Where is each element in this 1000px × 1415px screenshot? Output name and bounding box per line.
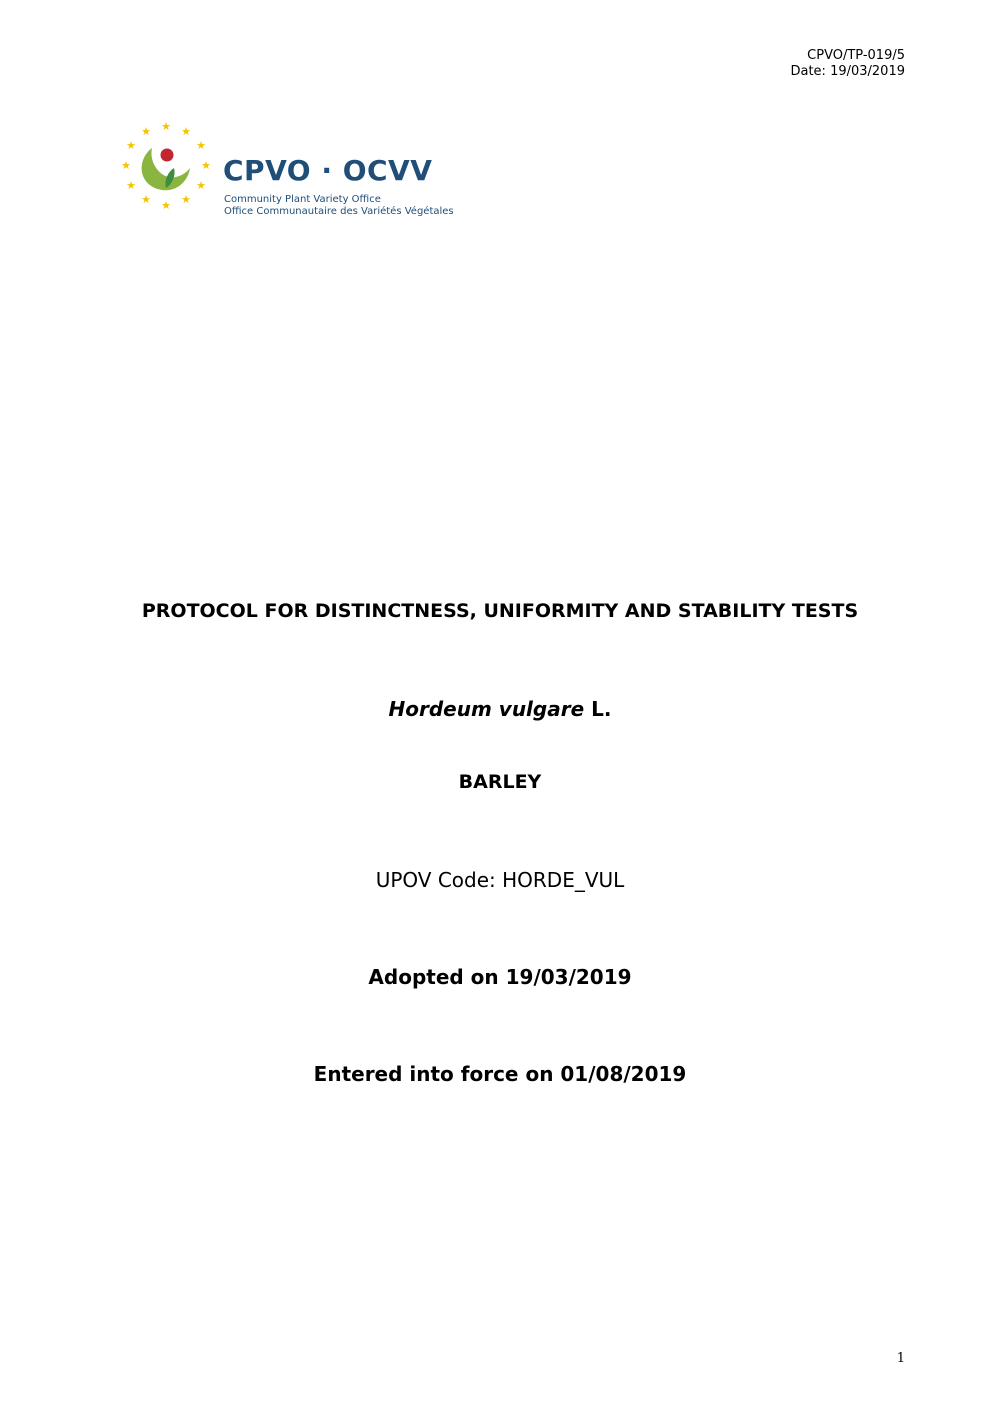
svg-text:★: ★ (126, 179, 136, 192)
cpvo-logo (118, 118, 458, 218)
svg-text:★: ★ (141, 125, 151, 138)
svg-text:★: ★ (196, 139, 206, 152)
species-latin-name: Hordeum vulgare (388, 697, 585, 721)
svg-text:★: ★ (161, 120, 171, 133)
adopted-date: Adopted on 19/03/2019 (368, 965, 632, 989)
svg-text:★: ★ (141, 193, 151, 206)
page-number: 1 (896, 1351, 905, 1366)
entry-into-force-date: Entered into force on 01/08/2019 (313, 1062, 687, 1086)
logo-subtitle-en: Community Plant Variety Office (224, 194, 381, 205)
svg-text:★: ★ (121, 159, 131, 172)
logo-acronym-left: CPVO (223, 154, 312, 187)
upov-code: UPOV Code: HORDE_VUL (375, 868, 625, 892)
document-reference (790, 48, 905, 80)
document-title: PROTOCOL FOR DISTINCTNESS, UNIFORMITY AND STABILITY TESTS (141, 600, 859, 622)
doc-ref-code: CPVO/TP-019/5 (807, 48, 905, 63)
svg-text:★: ★ (181, 125, 191, 138)
cpvo-emblem-icon (118, 118, 218, 218)
svg-text:★: ★ (161, 199, 171, 212)
common-name: BARLEY (458, 771, 542, 793)
species-name (0, 697, 1000, 721)
svg-text:★: ★ (201, 159, 211, 172)
svg-text:★: ★ (126, 139, 136, 152)
doc-date: Date: 19/03/2019 (790, 64, 905, 79)
species-author: L. (591, 697, 612, 721)
logo-separator: · (321, 154, 333, 187)
logo-wordmark (223, 154, 432, 187)
svg-text:★: ★ (196, 179, 206, 192)
svg-text:★: ★ (181, 193, 191, 206)
logo-subtitle-fr: Office Communautaire des Variétés Végétales (224, 206, 454, 217)
logo-acronym-right: OCVV (342, 154, 433, 187)
